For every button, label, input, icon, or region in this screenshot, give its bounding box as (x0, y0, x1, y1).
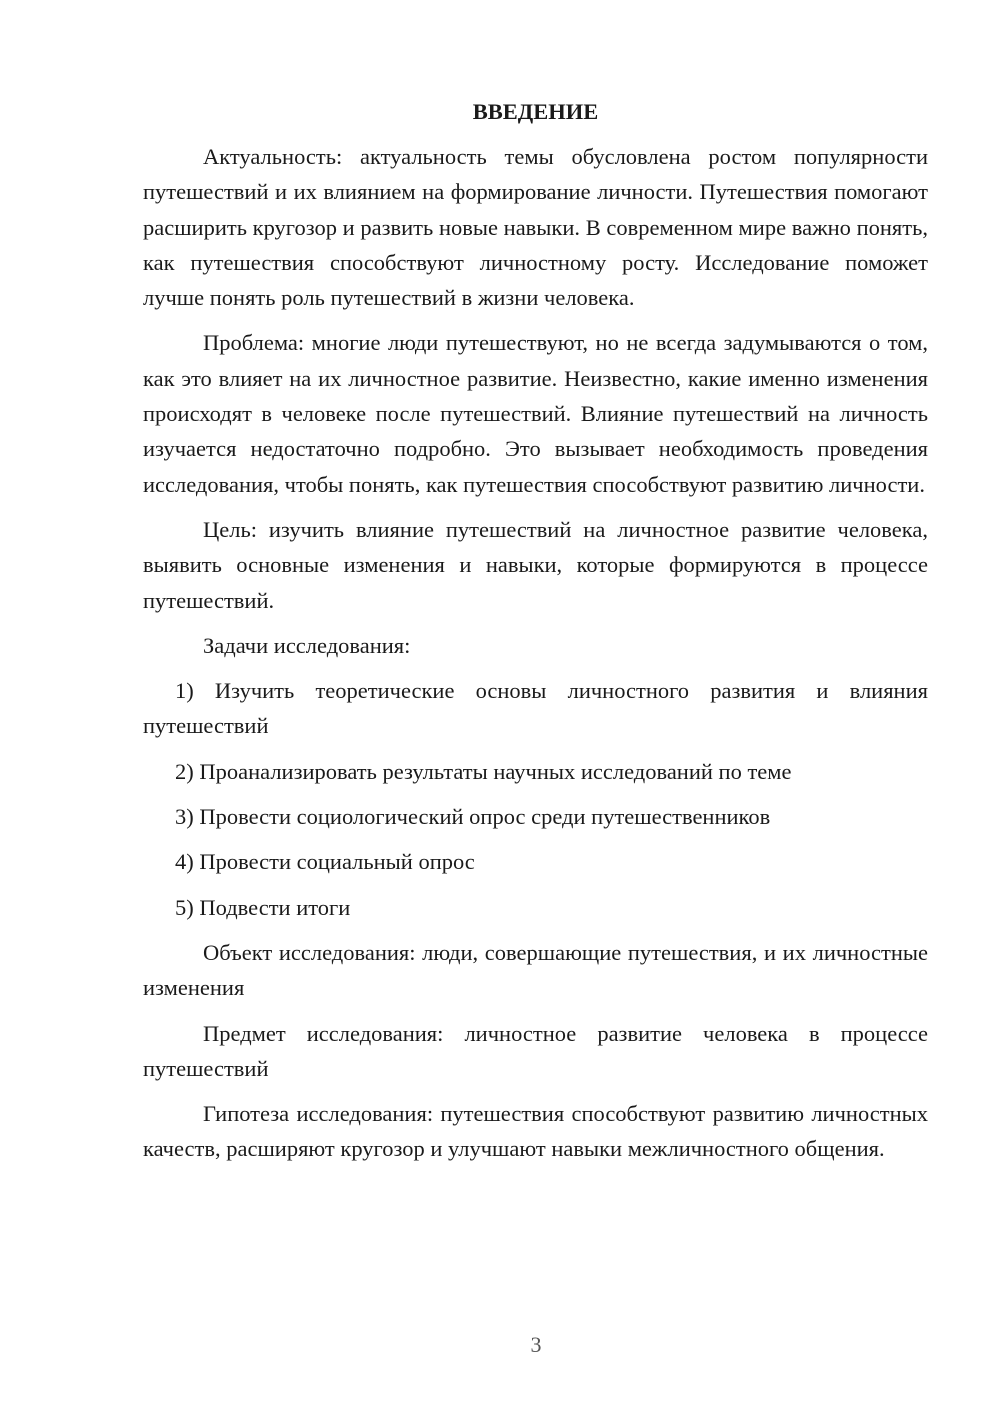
task-item-5: 5) Подвести итоги (175, 894, 351, 920)
page-number: 3 (530, 1332, 542, 1357)
task-item-3: 3) Провести социологический опрос среди путешественников (175, 804, 771, 830)
tasks-list (143, 673, 928, 925)
task-item-4: 4) Провести социальный опрос (175, 849, 475, 875)
page-title: ВВЕДЕНИЕ (472, 99, 599, 124)
task-item-1: 1) Изучить теоретические основы личностного развития и влияния путешествий (143, 678, 928, 739)
paragraph-goal: Цель: изучить влияние путешествий на личностное развитие человека, выявить основные изменения и навыки, которые формируются в процессе путешествий. (143, 516, 928, 613)
task-item-2: 2) Проанализировать результаты научных исследований по теме (175, 758, 792, 784)
paragraph-subject: Предмет исследования: личностное развитие человека в процессе путешествий (143, 1020, 928, 1081)
paragraph-object: Объект исследования: люди, совершающие путешествия, и их личностные изменения (143, 939, 928, 1001)
page-content (143, 94, 928, 1177)
tasks-heading: Задачи исследования: (203, 632, 411, 658)
paragraph-hypothesis: Гипотеза исследования: путешествия способствуют развитию личностных качеств, расширяют кругозор и улучшают навыки межличностного общения. (143, 1101, 928, 1162)
paragraph-relevance: Актуальность: актуальность темы обусловлена ростом популярности путешествий и их влиянием на формирование личности. Путешествия помогают расширить кругозор и развить новые навыки. В современном мире важно понять, как путешествия способствуют личностному росту. Исследование поможет лучше понять роль путешествий в жизни человека. (143, 144, 928, 311)
paragraph-problem: Проблема: многие люди путешествуют, но не всегда задумываются о том, как это влияет на их личностное развитие. Неизвестно, какие именно изменения происходят в человеке после путешествий. Влияние путешествий на личность изучается недостаточно подробно. Это вызывает необходимость проведения исследования, чтобы понять, как путешествия способствуют развитию личности. (143, 330, 928, 497)
